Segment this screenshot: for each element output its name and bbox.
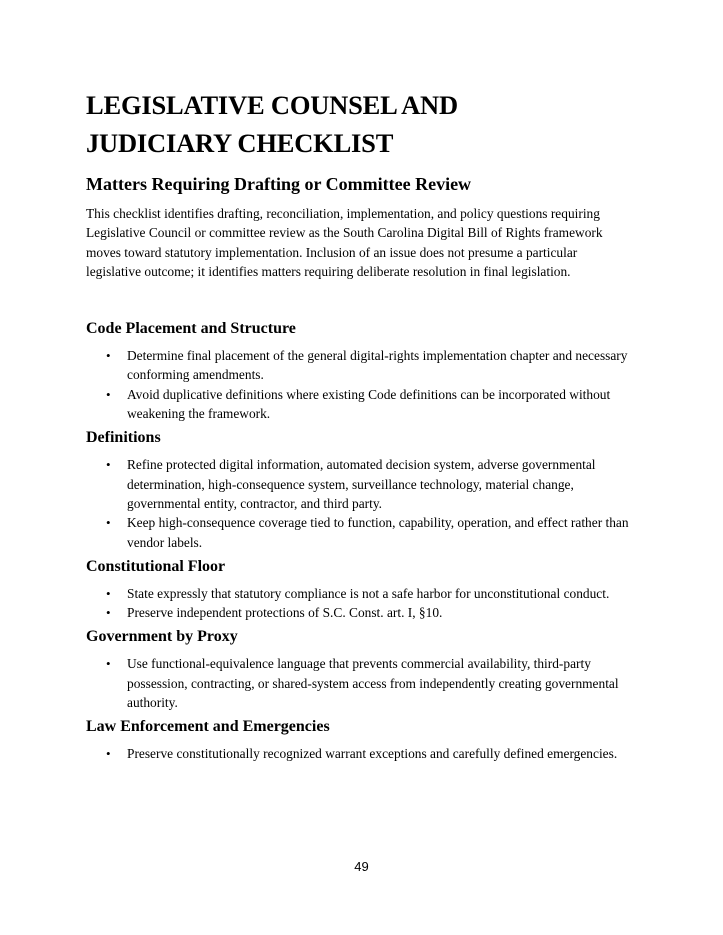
intro-paragraph: This checklist identifies drafting, reconciliation, implementation, and policy questions requiring Legislative Council or committee review as the South Carolina Digital Bill of Rights framework moves toward statutory implementation. Inclusion of an issue does not presume a particular legislative outcome; it identifies matters requiring deliberate resolution in final legislation.	[86, 206, 603, 279]
bullet-icon: •	[106, 746, 111, 762]
checklist-item	[86, 346, 635, 385]
bullet-icon: •	[106, 585, 111, 601]
checklist	[86, 346, 636, 423]
section-code-placement	[86, 318, 636, 423]
checklist-item	[86, 513, 635, 552]
checklist	[86, 744, 636, 763]
checklist-item	[86, 744, 635, 763]
section-government-by-proxy	[86, 626, 636, 712]
checklist-item-text: State expressly that statutory compliance is not a safe harbor for unconstitutional conduct.	[127, 585, 610, 601]
checklist	[86, 584, 636, 623]
checklist-item-text: Determine final placement of the general digital-rights implementation chapter and necessary conforming amendments.	[127, 348, 628, 383]
page-number: 49	[354, 859, 369, 874]
bullet-icon: •	[106, 605, 111, 621]
checklist-item	[86, 603, 635, 622]
bullet-icon: •	[106, 515, 111, 531]
section-heading: Code Placement and Structure	[86, 320, 296, 338]
section-heading: Definitions	[86, 429, 161, 447]
checklist	[86, 654, 636, 712]
document-page	[86, 86, 636, 764]
checklist-item-text: Keep high-consequence coverage tied to function, capability, operation, and effect rather than vendor labels.	[127, 515, 629, 550]
checklist	[86, 455, 636, 551]
checklist-item	[86, 455, 635, 513]
section-definitions	[86, 427, 636, 551]
document-title	[86, 86, 636, 162]
section-heading: Constitutional Floor	[86, 557, 226, 575]
section-heading: Government by Proxy	[86, 628, 238, 646]
checklist-item-text: Refine protected digital information, automated decision system, adverse governmental determination, high-consequence system, surveillance technology, material change, governmental entity, contractor, and third party.	[127, 457, 596, 511]
bullet-icon: •	[106, 348, 111, 364]
checklist-item-text: Avoid duplicative definitions where existing Code definitions can be incorporated without weakening the framework.	[127, 386, 611, 422]
section-heading: Law Enforcement and Emergencies	[86, 718, 330, 736]
bullet-icon: •	[106, 386, 111, 402]
bullet-icon: •	[106, 457, 111, 473]
document-title-line-1: LEGISLATIVE COUNSEL AND	[86, 90, 458, 120]
checklist-item	[86, 385, 635, 424]
checklist-item-text: Preserve independent protections of S.C. Const. art. I, §10.	[127, 605, 443, 621]
checklist-item-text: Preserve constitutionally recognized warrant exceptions and carefully defined emergencies.	[127, 746, 618, 762]
document-title-line-2: JUDICIARY CHECKLIST	[86, 128, 394, 158]
bullet-icon: •	[106, 656, 111, 672]
checklist-item	[86, 654, 635, 712]
checklist-item-text: Use functional-equivalence language that prevents commercial availability, third-party possession, contracting, or shared-system access from independently creating governmental authority.	[127, 656, 619, 711]
checklist-item	[86, 584, 635, 603]
section-law-enforcement	[86, 716, 636, 763]
document-subtitle: Matters Requiring Drafting or Committee Review	[86, 174, 472, 194]
section-constitutional-floor	[86, 556, 636, 623]
